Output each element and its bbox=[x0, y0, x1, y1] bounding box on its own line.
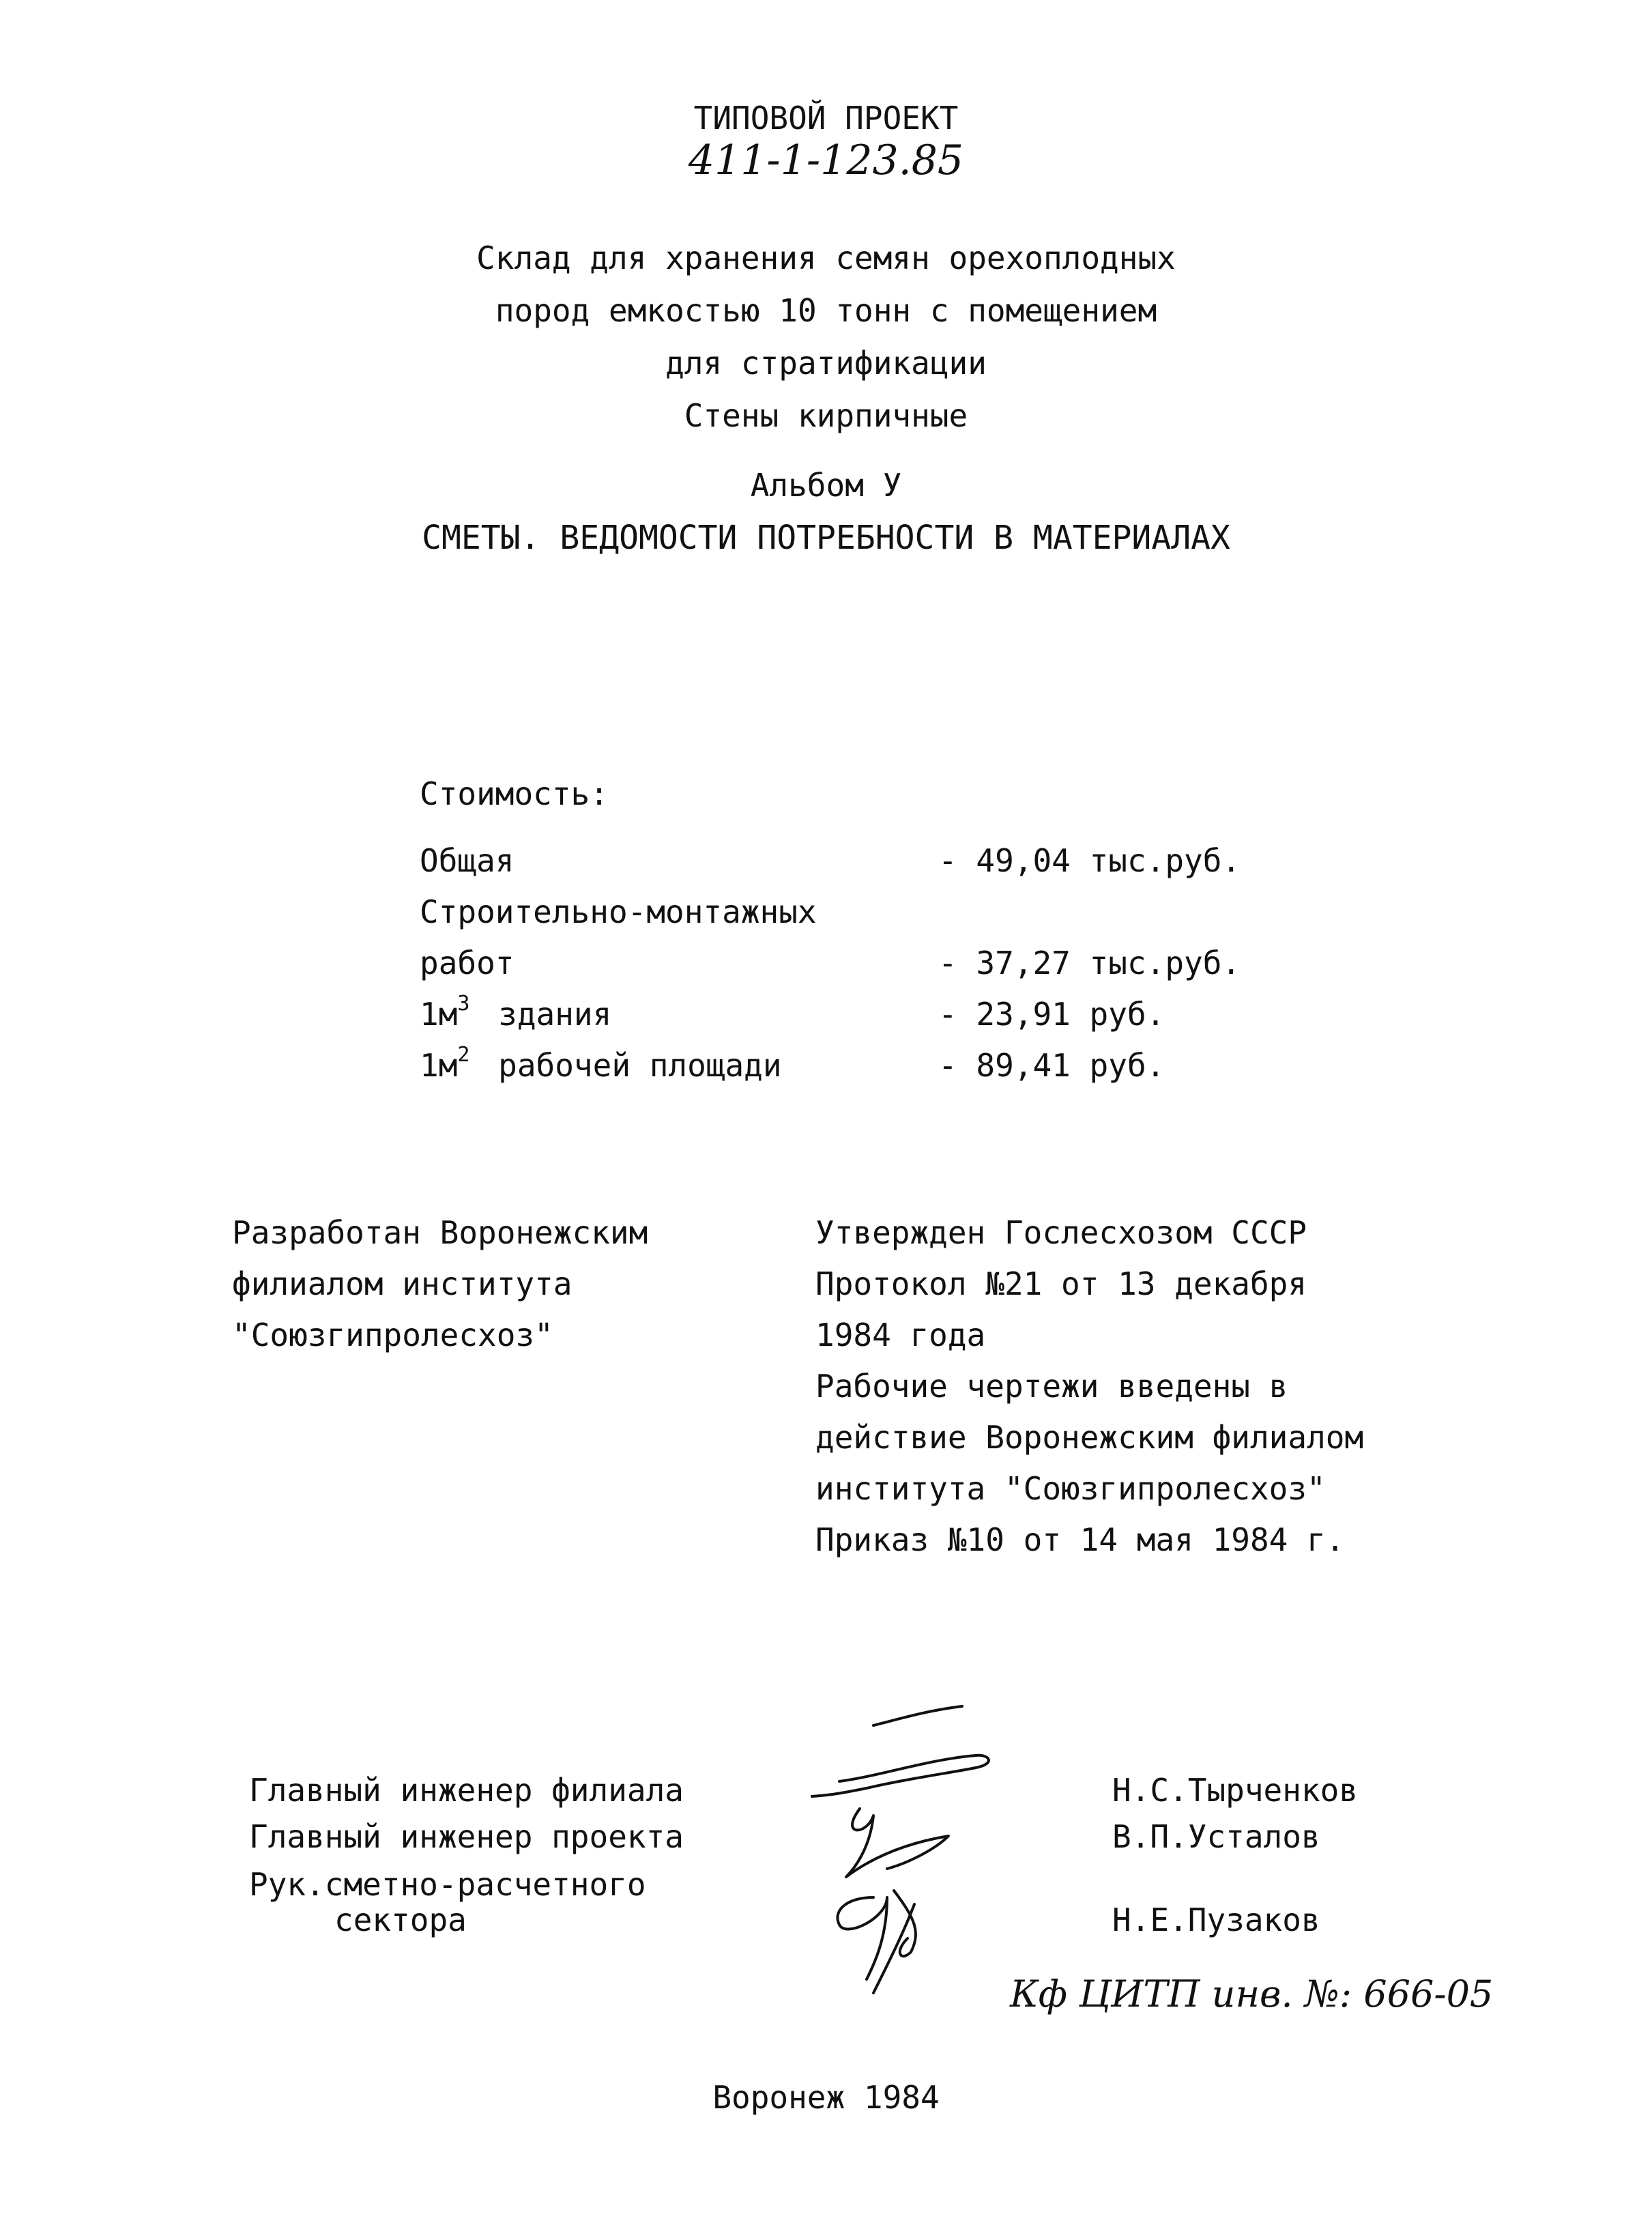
name-tyrchenkov: Н.С.Тырченков bbox=[1112, 1772, 1359, 1809]
unit-exponent: 3 bbox=[457, 992, 470, 1016]
unit-exponent: 2 bbox=[457, 1043, 470, 1067]
signature-2 bbox=[846, 1809, 948, 1877]
cost-value-total: - 49,04 тыс.руб. bbox=[938, 842, 1241, 879]
cost-value-works: - 37,27 тыс.руб. bbox=[938, 945, 1241, 981]
approval-line-5: действие Воронежским филиалом bbox=[815, 1419, 1364, 1456]
cost-value-per-m2: - 89,41 руб. bbox=[938, 1047, 1165, 1084]
signature-3 bbox=[837, 1891, 915, 1979]
title-line-3: для стратификации bbox=[665, 345, 987, 382]
cost-label-text: здания bbox=[498, 996, 612, 1033]
approval-line-2: Протокол №21 от 13 декабря bbox=[815, 1265, 1307, 1302]
role-estimate-sector: сектора bbox=[334, 1901, 467, 1938]
cost-label-per-m2 bbox=[420, 1043, 782, 1084]
approval-line-1: Утвержден Гослесхозом СССР bbox=[815, 1214, 1307, 1251]
title-line-2: пород емкостью 10 тонн с помещением bbox=[495, 292, 1157, 329]
developer-line-2: филиалом института bbox=[232, 1265, 573, 1302]
album-name: Альбом У bbox=[750, 467, 902, 504]
signature-1-body bbox=[812, 1755, 989, 1796]
name-ustalov: В.П.Усталов bbox=[1112, 1818, 1320, 1855]
title-line-4: Стены кирпичные bbox=[684, 397, 968, 434]
approval-line-4: Рабочие чертежи введены в bbox=[815, 1368, 1288, 1405]
name-puzakov: Н.Е.Пузаков bbox=[1112, 1901, 1320, 1938]
unit-prefix: 1м bbox=[420, 1047, 458, 1084]
role-estimate-head: Рук.сметно-расчетного bbox=[249, 1866, 646, 1903]
cost-label-total: Общая bbox=[420, 842, 515, 879]
cost-label-construction: Строительно-монтажных bbox=[420, 893, 817, 930]
album-subject: СМЕТЫ. ВЕДОМОСТИ ПОТРЕБНОСТИ В МАТЕРИАЛАХ bbox=[422, 519, 1230, 557]
signatures bbox=[771, 1693, 1044, 2007]
signature-1 bbox=[873, 1706, 962, 1725]
header-label: ТИПОВОЙ ПРОЕКТ bbox=[693, 100, 959, 137]
cost-label-per-m3 bbox=[420, 992, 612, 1033]
role-chief-engineer-branch: Главный инженер филиала bbox=[249, 1772, 684, 1809]
role-chief-engineer-project: Главный инженер проекта bbox=[249, 1818, 684, 1855]
unit-prefix: 1м bbox=[420, 996, 458, 1033]
cost-label-works: работ bbox=[420, 945, 515, 981]
approval-line-3: 1984 года bbox=[815, 1317, 986, 1353]
developer-line-3: "Союзгипролесхоз" bbox=[232, 1317, 553, 1353]
developer-line-1: Разработан Воронежским bbox=[232, 1214, 648, 1251]
cost-heading: Стоимость: bbox=[420, 775, 609, 812]
footer-city-year: Воронеж 1984 bbox=[712, 2079, 940, 2116]
project-number: 411-1-123.85 bbox=[688, 137, 964, 184]
approval-line-6: института "Союзгипролесхоз" bbox=[815, 1470, 1326, 1507]
approval-line-7: Приказ №10 от 14 мая 1984 г. bbox=[815, 1521, 1345, 1558]
title-line-1: Склад для хранения семян орехоплодных bbox=[476, 240, 1176, 276]
inventory-note: Кф ЦИТП инв. №: 666-05 bbox=[1010, 1972, 1494, 2015]
cost-label-text: рабочей площади bbox=[498, 1047, 782, 1084]
cost-value-per-m3: - 23,91 руб. bbox=[938, 996, 1165, 1033]
